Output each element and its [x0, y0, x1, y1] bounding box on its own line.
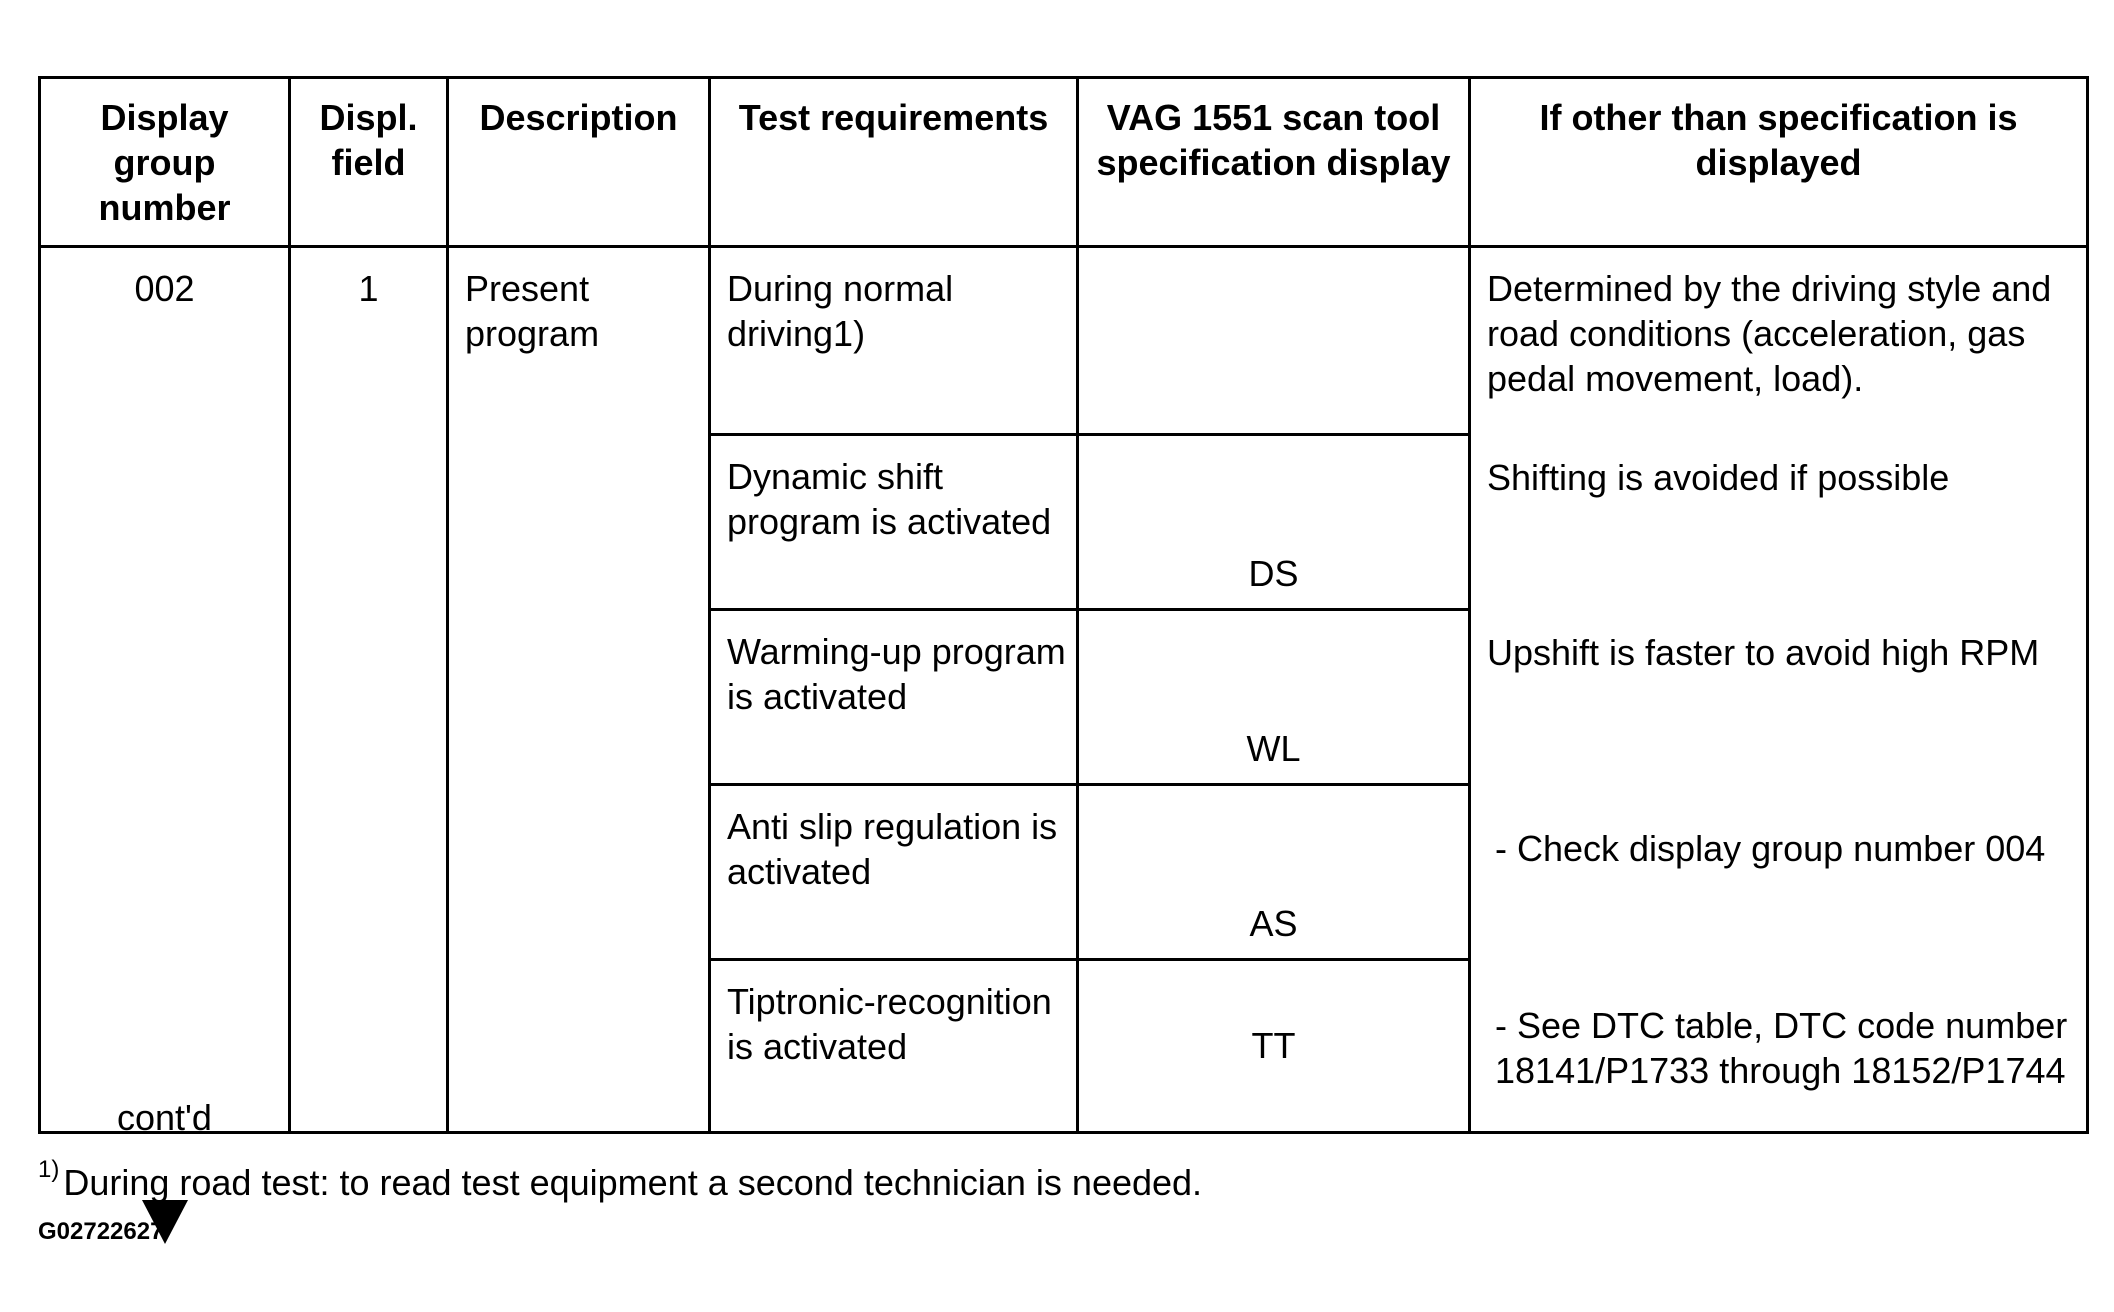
other-text-4: - Check display group number 004: [1495, 828, 2046, 869]
test-requirement: Tiptronic-recognition is activated: [710, 960, 1078, 1133]
table-row: [40, 247, 2088, 435]
spec-display: [1078, 610, 1470, 785]
header-test-requirements: Test requirements: [710, 78, 1078, 247]
header-spec-display: VAG 1551 scan tool specification display: [1078, 78, 1470, 247]
spec-display: [1078, 960, 1470, 1133]
test-requirement: During normal driving1): [710, 247, 1078, 435]
table-header-row: [40, 78, 2088, 247]
other-text-3: Upshift is faster to avoid high RPM: [1487, 632, 2040, 673]
spec-display: [1078, 247, 1470, 435]
spec-display: [1078, 435, 1470, 610]
other-text-2: Shifting is avoided if possible: [1487, 457, 1950, 498]
footnote-text: During road test: to read test equipment a second technician is needed.: [63, 1162, 1203, 1203]
group-number: 002: [134, 268, 195, 309]
test-requirement: Dynamic shift program is activated: [710, 435, 1078, 610]
description-cell: Present program: [448, 247, 710, 1133]
other-text-5: - See DTC table, DTC code number 18141/P1733 through 18152/P1744: [1495, 1005, 2068, 1091]
displ-field-cell: 1: [290, 247, 448, 1133]
spec-value: WL: [1246, 728, 1301, 769]
display-group-table: [38, 76, 2089, 1138]
spec-value: TT: [1251, 1025, 1296, 1066]
test-requirement: Anti slip regulation is activated: [710, 785, 1078, 960]
header-displ-field: Displ. field: [290, 78, 448, 247]
continued-label: cont'd: [117, 1097, 212, 1138]
if-other-cell: [1470, 247, 2088, 1133]
test-requirement: Warming-up program is activated: [710, 610, 1078, 785]
spec-value: DS: [1248, 553, 1299, 594]
header-display-group-number: Display group number: [40, 78, 290, 247]
figure-id: G02722627: [38, 1218, 164, 1245]
spec-display: [1078, 785, 1470, 960]
header-description: Description: [448, 78, 710, 247]
group-number-cell: [40, 247, 290, 1138]
other-text-1: Determined by the driving style and road conditions (acceleration, gas pedal movement, load).: [1487, 268, 2052, 399]
footnote-marker: 1): [38, 1156, 60, 1183]
header-if-other: If other than specification is displayed: [1470, 78, 2088, 247]
spec-value: AS: [1249, 903, 1298, 944]
footnote: [38, 1148, 1202, 1205]
